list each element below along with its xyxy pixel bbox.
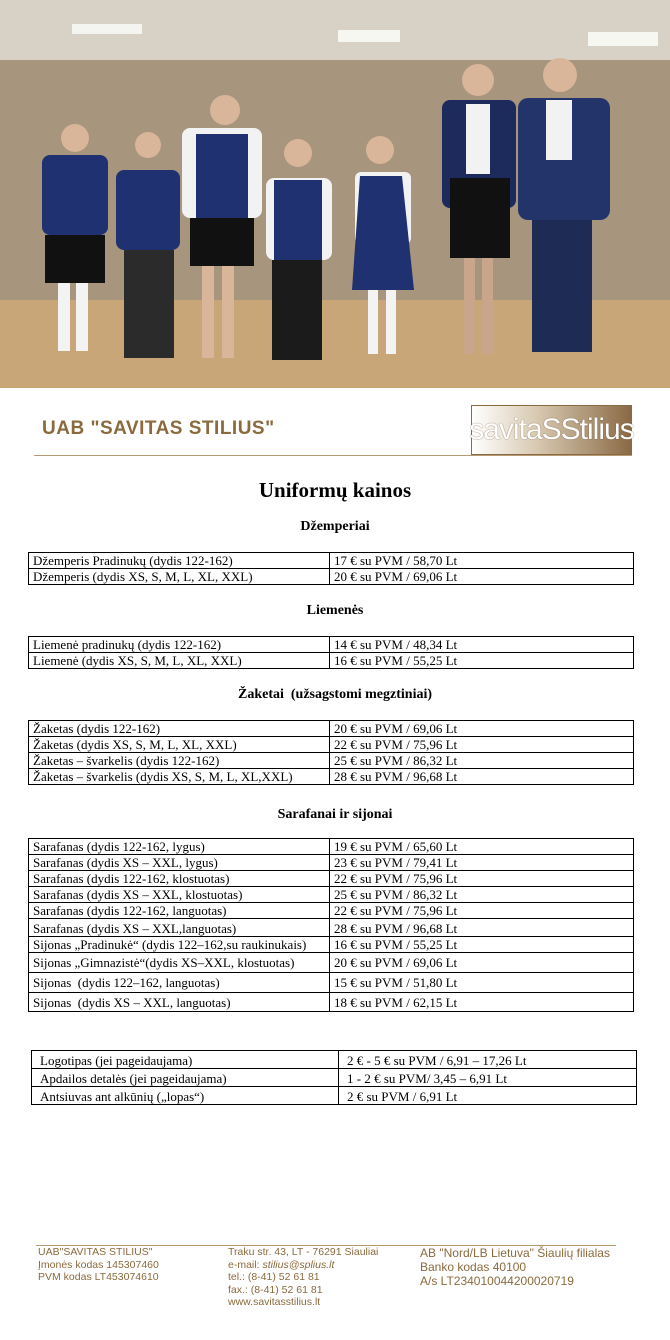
table-row xyxy=(29,839,634,855)
table-row xyxy=(29,653,634,669)
item-price: 1 - 2 € su PVM/ 3,45 – 6,91 Lt xyxy=(339,1069,637,1087)
footer-vat-code: PVM kodas LT453074610 xyxy=(38,1271,159,1283)
item-name: Džemperis (dydis XS, S, M, L, XL, XXL) xyxy=(29,569,330,585)
item-name: Džemperis Pradinukų (dydis 122-162) xyxy=(29,553,330,569)
table-row xyxy=(29,953,634,973)
price-table-zaketai xyxy=(28,720,634,785)
table-row xyxy=(29,919,634,937)
footer-contact-info xyxy=(228,1246,378,1309)
item-price: 15 € su PVM / 51,80 Lt xyxy=(330,973,634,993)
table-row xyxy=(29,937,634,953)
item-name: Žaketas – švarkelis (dydis XS, S, M, L, XL,XXL) xyxy=(29,769,330,785)
item-price: 18 € su PVM / 62,15 Lt xyxy=(330,993,634,1012)
table-row xyxy=(29,553,634,569)
item-price: 25 € su PVM / 86,32 Lt xyxy=(330,753,634,769)
uniform-photo xyxy=(0,0,670,388)
price-table-sarafanai xyxy=(28,838,634,1012)
item-price: 19 € su PVM / 65,60 Lt xyxy=(330,839,634,855)
table-row xyxy=(29,903,634,919)
item-name: Sijonas „Gimnazistė“(dydis XS–XXL, klostuotas) xyxy=(29,953,330,973)
table-row xyxy=(29,569,634,585)
item-price: 14 € su PVM / 48,34 Lt xyxy=(330,637,634,653)
section-heading-liemenes: Liemenės xyxy=(306,603,364,618)
company-logo xyxy=(471,405,632,455)
item-price: 25 € su PVM / 86,32 Lt xyxy=(330,887,634,903)
item-price: 22 € su PVM / 75,96 Lt xyxy=(330,871,634,887)
price-table-liemenes xyxy=(28,636,634,669)
item-name: Sijonas (dydis 122–162, languotas) xyxy=(29,973,330,993)
footer-website[interactable]: www.savitasstilius.lt xyxy=(228,1296,321,1308)
item-name: Sarafanas (dydis 122-162, lygus) xyxy=(29,839,330,855)
footer-company-code: Įmonės kodas 145307460 xyxy=(38,1258,159,1271)
item-price: 16 € su PVM / 55,25 Lt xyxy=(330,653,634,669)
item-name: Žaketas – švarkelis (dydis 122-162) xyxy=(29,753,330,769)
company-name: UAB "SAVITAS STILIUS" xyxy=(42,418,275,439)
table-row xyxy=(29,855,634,871)
footer-company-info xyxy=(38,1246,159,1284)
price-table-extras xyxy=(31,1050,637,1105)
footer-tel: tel.: (8-41) 52 61 81 xyxy=(228,1271,320,1283)
header-divider xyxy=(34,455,632,456)
section-heading-sarafanai: Sarafanai ir sijonai xyxy=(277,807,393,822)
table-row xyxy=(29,737,634,753)
footer-email-label: e-mail: xyxy=(228,1258,263,1271)
table-row xyxy=(29,753,634,769)
item-name: Sarafanas (dydis XS – XXL, lygus) xyxy=(29,855,330,871)
footer-bank-account: A/s LT234010044200020719 xyxy=(420,1274,574,1288)
table-row xyxy=(32,1051,637,1069)
item-name: Sarafanas (dydis XS – XXL,languotas) xyxy=(29,919,330,937)
table-row xyxy=(29,637,634,653)
item-name: Logotipas (jei pageidaujama) xyxy=(32,1051,339,1069)
footer-company: UAB"SAVITAS STILIUS" xyxy=(38,1246,153,1258)
table-row xyxy=(32,1069,637,1087)
section-heading-dzemperiai: Džemperiai xyxy=(300,519,370,534)
footer-bank-name: AB "Nord/LB Lietuva" Šiaulių filialas xyxy=(420,1246,610,1260)
table-row xyxy=(29,973,634,993)
page-title: Uniformų kainos xyxy=(258,478,412,502)
item-name: Sarafanas (dydis XS – XXL, klostuotas) xyxy=(29,887,330,903)
table-row xyxy=(29,887,634,903)
item-name: Sijonas „Pradinukė“ (dydis 122–162,su raukinukais) xyxy=(29,937,330,953)
item-price: 17 € su PVM / 58,70 Lt xyxy=(330,553,634,569)
item-price: 23 € su PVM / 79,41 Lt xyxy=(330,855,634,871)
item-price: 2 € - 5 € su PVM / 6,91 – 17,26 Lt xyxy=(339,1051,637,1069)
item-name: Antsiuvas ant alkūnių („lopas“) xyxy=(32,1087,339,1105)
table-row xyxy=(29,769,634,785)
footer-bank-info xyxy=(420,1246,610,1288)
item-price: 16 € su PVM / 55,25 Lt xyxy=(330,937,634,953)
item-name: Sijonas (dydis XS – XXL, languotas) xyxy=(29,993,330,1012)
logo-text: savitaSStilius xyxy=(469,413,634,446)
table-row xyxy=(29,721,634,737)
footer-email-line xyxy=(228,1259,378,1272)
item-name: Sarafanas (dydis 122-162, languotas) xyxy=(29,903,330,919)
item-price: 20 € su PVM / 69,06 Lt xyxy=(330,953,634,973)
price-table-dzemperiai xyxy=(28,552,634,585)
item-name: Žaketas (dydis 122-162) xyxy=(29,721,330,737)
item-price: 28 € su PVM / 96,68 Lt xyxy=(330,919,634,937)
table-row xyxy=(29,871,634,887)
footer-fax: fax.: (8-41) 52 61 81 xyxy=(228,1283,323,1296)
footer-bank-code: Banko kodas 40100 xyxy=(420,1260,527,1274)
item-name: Liemenė (dydis XS, S, M, L, XL, XXL) xyxy=(29,653,330,669)
item-name: Žaketas (dydis XS, S, M, L, XL, XXL) xyxy=(29,737,330,753)
item-price: 2 € su PVM / 6,91 Lt xyxy=(339,1087,637,1105)
footer-address: Traku str. 43, LT - 76291 Siauliai xyxy=(228,1246,379,1258)
footer-email[interactable]: stilius@splius.lt xyxy=(262,1258,335,1271)
item-price: 22 € su PVM / 75,96 Lt xyxy=(330,737,634,753)
section-heading-zaketai: Žaketai (užsagstomi megztiniai) xyxy=(237,687,433,702)
item-name: Liemenė pradinukų (dydis 122-162) xyxy=(29,637,330,653)
item-price: 20 € su PVM / 69,06 Lt xyxy=(330,569,634,585)
table-row xyxy=(29,993,634,1012)
item-name: Apdailos detalės (jei pageidaujama) xyxy=(32,1069,339,1087)
table-row xyxy=(32,1087,637,1105)
item-name: Sarafanas (dydis 122-162, klostuotas) xyxy=(29,871,330,887)
uniform-photo-drawing xyxy=(0,0,670,388)
item-price: 22 € su PVM / 75,96 Lt xyxy=(330,903,634,919)
item-price: 20 € su PVM / 69,06 Lt xyxy=(330,721,634,737)
item-price: 28 € su PVM / 96,68 Lt xyxy=(330,769,634,785)
